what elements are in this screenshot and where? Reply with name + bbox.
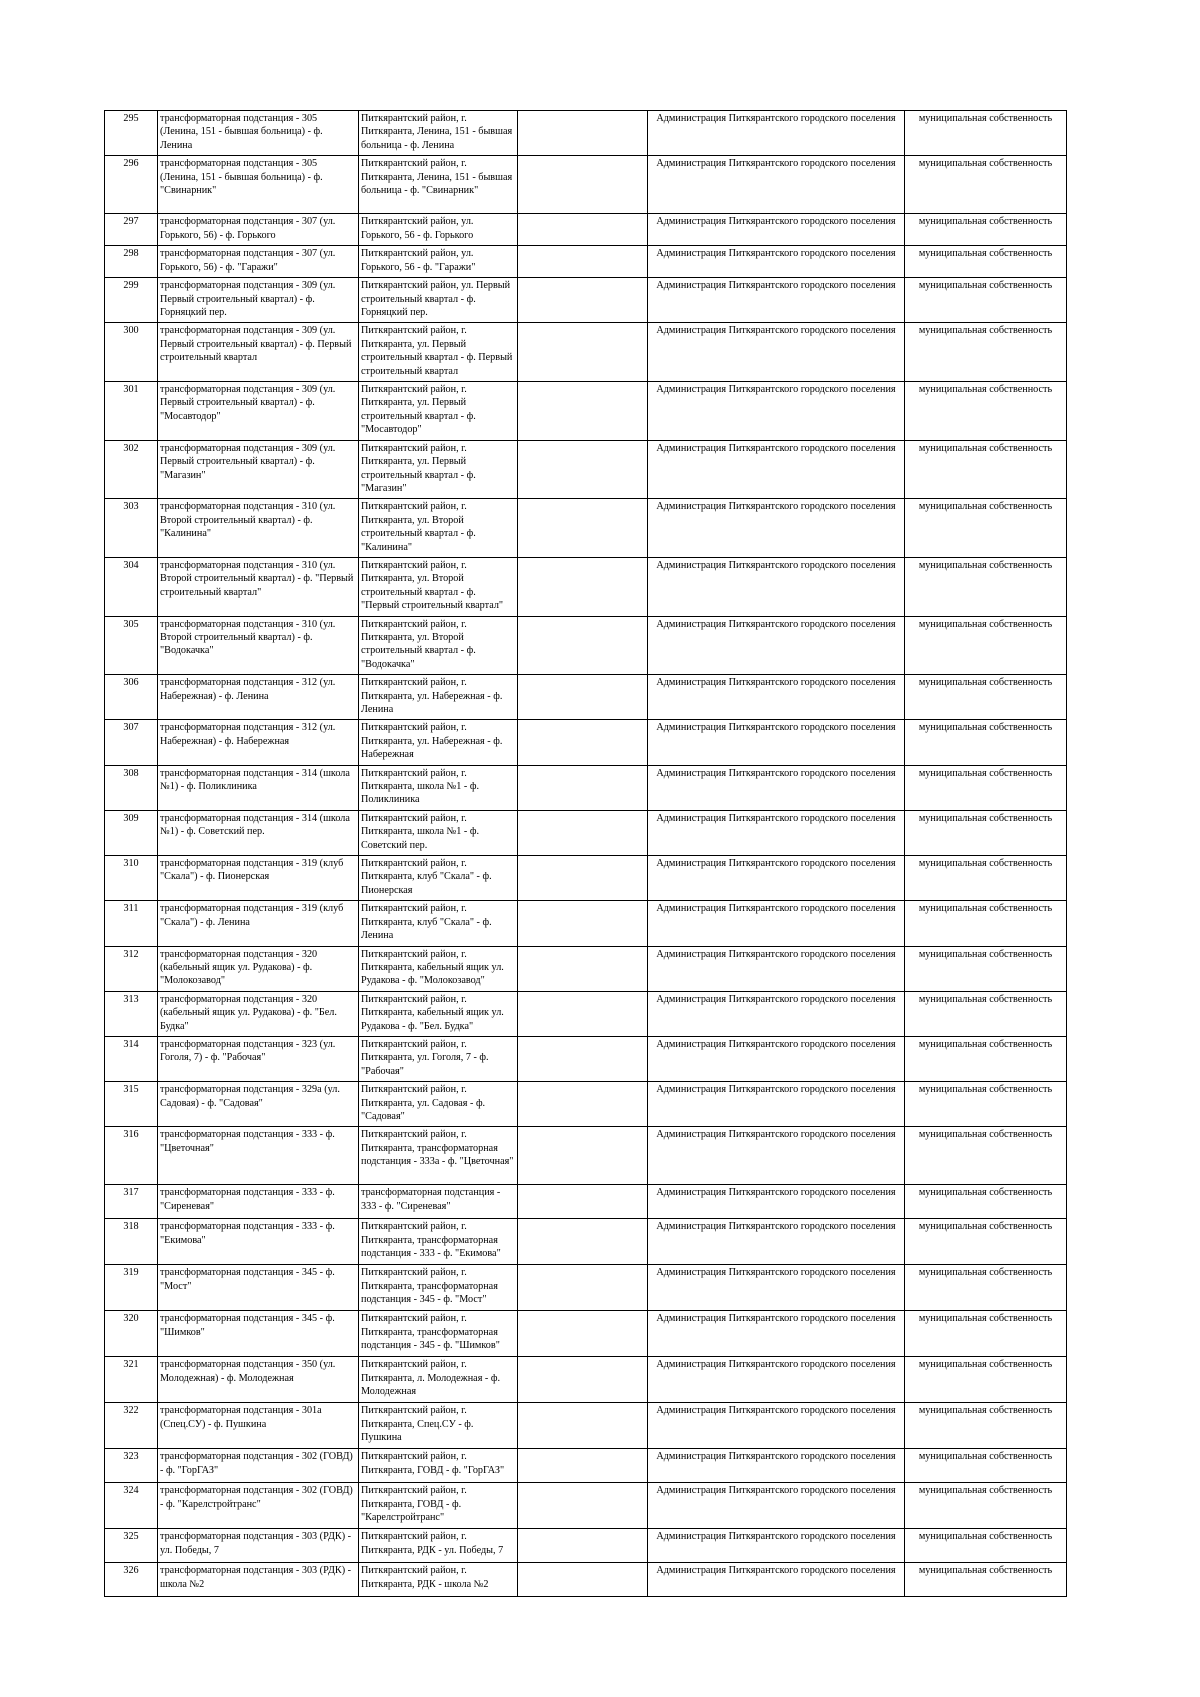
- empty-cell: [518, 616, 648, 675]
- object-name-cell: трансформаторная подстанция - 350 (ул. Молодежная) - ф. Молодежная: [158, 1357, 359, 1403]
- rights-holder-cell: Администрация Питкярантского городского поселения: [648, 1265, 905, 1311]
- empty-cell: [518, 246, 648, 278]
- rights-holder-cell: Администрация Питкярантского городского поселения: [648, 810, 905, 855]
- row-number-cell: 320: [105, 1311, 158, 1357]
- empty-cell: [518, 156, 648, 214]
- table-row: [105, 1265, 1067, 1311]
- object-name-cell: трансформаторная подстанция - 319 (клуб "Скала") - ф. Пионерская: [158, 856, 359, 901]
- table-row: [105, 214, 1067, 246]
- object-name-cell: трансформаторная подстанция - 310 (ул. Второй строительный квартал) - ф. "Водокачка": [158, 616, 359, 675]
- object-name-cell: трансформаторная подстанция - 345 - ф. "Мост": [158, 1265, 359, 1311]
- table-row: [105, 1449, 1067, 1483]
- rights-holder-cell: Администрация Питкярантского городского поселения: [648, 440, 905, 499]
- address-cell: Питкярантский район, г. Питкяранта, трансформаторная подстанция - 333 - ф. "Екимова": [359, 1219, 518, 1265]
- ownership-type-cell: муниципальная собственность: [905, 278, 1067, 323]
- table-row: [105, 499, 1067, 558]
- empty-cell: [518, 1357, 648, 1403]
- rights-holder-cell: Администрация Питкярантского городского поселения: [648, 991, 905, 1036]
- address-cell: Питкярантский район, г. Питкяранта, трансформаторная подстанция - 345 - ф. "Мост": [359, 1265, 518, 1311]
- row-number-cell: 303: [105, 499, 158, 558]
- object-name-cell: трансформаторная подстанция - 314 (школа №1) - ф. Советский пер.: [158, 810, 359, 855]
- object-name-cell: трансформаторная подстанция - 302 (ГОВД) - ф. "ГорГАЗ": [158, 1449, 359, 1483]
- table-row: [105, 1311, 1067, 1357]
- rights-holder-cell: Администрация Питкярантского городского поселения: [648, 1403, 905, 1449]
- empty-cell: [518, 1483, 648, 1529]
- address-cell: Питкярантский район, г. Питкяранта, кабельный ящик ул. Рудакова - ф. "Молокозавод": [359, 946, 518, 991]
- ownership-type-cell: муниципальная собственность: [905, 1403, 1067, 1449]
- empty-cell: [518, 1185, 648, 1219]
- table-row: [105, 1357, 1067, 1403]
- table-row: [105, 440, 1067, 499]
- table-row: [105, 720, 1067, 765]
- row-number-cell: 311: [105, 901, 158, 946]
- ownership-type-cell: муниципальная собственность: [905, 111, 1067, 156]
- table-row: [105, 1529, 1067, 1563]
- row-number-cell: 314: [105, 1036, 158, 1081]
- rights-holder-cell: Администрация Питкярантского городского поселения: [648, 856, 905, 901]
- row-number-cell: 300: [105, 323, 158, 382]
- object-name-cell: трансформаторная подстанция - 305 (Ленина, 151 - бывшая больница) - ф. "Свинарник": [158, 156, 359, 214]
- ownership-type-cell: муниципальная собственность: [905, 901, 1067, 946]
- empty-cell: [518, 499, 648, 558]
- empty-cell: [518, 1529, 648, 1563]
- table-row: [105, 1483, 1067, 1529]
- row-number-cell: 309: [105, 810, 158, 855]
- ownership-type-cell: муниципальная собственность: [905, 1563, 1067, 1597]
- object-name-cell: трансформаторная подстанция - 333 - ф. "Цветочная": [158, 1127, 359, 1185]
- row-number-cell: 307: [105, 720, 158, 765]
- rights-holder-cell: Администрация Питкярантского городского поселения: [648, 901, 905, 946]
- empty-cell: [518, 1563, 648, 1597]
- object-name-cell: трансформаторная подстанция - 305 (Ленина, 151 - бывшая больница) - ф. Ленина: [158, 111, 359, 156]
- table-row: [105, 1082, 1067, 1127]
- address-cell: Питкярантский район, г. Питкяранта, ГОВД - ф. "ГорГАЗ": [359, 1449, 518, 1483]
- rights-holder-cell: Администрация Питкярантского городского поселения: [648, 499, 905, 558]
- row-number-cell: 305: [105, 616, 158, 675]
- table-row: [105, 1219, 1067, 1265]
- row-number-cell: 298: [105, 246, 158, 278]
- object-name-cell: трансформаторная подстанция - 301а (Спец.СУ) - ф. Пушкина: [158, 1403, 359, 1449]
- empty-cell: [518, 1449, 648, 1483]
- object-name-cell: трансформаторная подстанция - 329а (ул. Садовая) - ф. "Садовая": [158, 1082, 359, 1127]
- rights-holder-cell: Администрация Питкярантского городского поселения: [648, 720, 905, 765]
- table-row: [105, 901, 1067, 946]
- rights-holder-cell: Администрация Питкярантского городского поселения: [648, 214, 905, 246]
- address-cell: Питкярантский район, ул. Первый строительный квартал - ф. Горняцкий пер.: [359, 278, 518, 323]
- rights-holder-cell: Администрация Питкярантского городского поселения: [648, 1311, 905, 1357]
- address-cell: Питкярантский район, г. Питкяранта, ул. Первый строительный квартал - ф. "Магазин": [359, 440, 518, 499]
- address-cell: Питкярантский район, г. Питкяранта, ул. Гоголя, 7 - ф. "Рабочая": [359, 1036, 518, 1081]
- object-name-cell: трансформаторная подстанция - 307 (ул. Горького, 56) - ф. "Гаражи": [158, 246, 359, 278]
- row-number-cell: 321: [105, 1357, 158, 1403]
- address-cell: Питкярантский район, г. Питкяранта, л. Молодежная - ф. Молодежная: [359, 1357, 518, 1403]
- object-name-cell: трансформаторная подстанция - 310 (ул. Второй строительный квартал) - ф. "Калинина": [158, 499, 359, 558]
- row-number-cell: 302: [105, 440, 158, 499]
- address-cell: трансформаторная подстанция - 333 - ф. "Сиреневая": [359, 1185, 518, 1219]
- rights-holder-cell: Администрация Питкярантского городского поселения: [648, 1529, 905, 1563]
- table-row: [105, 810, 1067, 855]
- empty-cell: [518, 810, 648, 855]
- ownership-type-cell: муниципальная собственность: [905, 499, 1067, 558]
- ownership-type-cell: муниципальная собственность: [905, 1483, 1067, 1529]
- address-cell: Питкярантский район, г. Питкяранта, ул. Второй строительный квартал - ф. "Водокачка": [359, 616, 518, 675]
- ownership-type-cell: муниципальная собственность: [905, 991, 1067, 1036]
- empty-cell: [518, 1127, 648, 1185]
- ownership-type-cell: муниципальная собственность: [905, 1311, 1067, 1357]
- ownership-type-cell: муниципальная собственность: [905, 557, 1067, 616]
- ownership-type-cell: муниципальная собственность: [905, 1036, 1067, 1081]
- address-cell: Питкярантский район, г. Питкяранта, ул. Набережная - ф. Ленина: [359, 675, 518, 720]
- rights-holder-cell: Администрация Питкярантского городского поселения: [648, 1449, 905, 1483]
- ownership-type-cell: муниципальная собственность: [905, 616, 1067, 675]
- object-name-cell: трансформаторная подстанция - 312 (ул. Набережная) - ф. Ленина: [158, 675, 359, 720]
- address-cell: Питкярантский район, г. Питкяранта, ул. Первый строительный квартал - ф. "Мосавтодор": [359, 382, 518, 441]
- object-name-cell: трансформаторная подстанция - 323 (ул. Гоголя, 7) - ф. "Рабочая": [158, 1036, 359, 1081]
- table-row: [105, 156, 1067, 214]
- rights-holder-cell: Администрация Питкярантского городского поселения: [648, 1082, 905, 1127]
- row-number-cell: 296: [105, 156, 158, 214]
- ownership-type-cell: муниципальная собственность: [905, 1185, 1067, 1219]
- empty-cell: [518, 1403, 648, 1449]
- rights-holder-cell: Администрация Питкярантского городского поселения: [648, 1036, 905, 1081]
- address-cell: Питкярантский район, г. Питкяранта, ул. Садовая - ф. "Садовая": [359, 1082, 518, 1127]
- row-number-cell: 326: [105, 1563, 158, 1597]
- address-cell: Питкярантский район, г. Питкяранта, школа №1 - ф. Поликлиника: [359, 765, 518, 810]
- object-name-cell: трансформаторная подстанция - 314 (школа №1) - ф. Поликлиника: [158, 765, 359, 810]
- row-number-cell: 324: [105, 1483, 158, 1529]
- ownership-type-cell: муниципальная собственность: [905, 1265, 1067, 1311]
- address-cell: Питкярантский район, г. Питкяранта, кабельный ящик ул. Рудакова - ф. "Бел. Будка": [359, 991, 518, 1036]
- object-name-cell: трансформаторная подстанция - 310 (ул. Второй строительный квартал) - ф. "Первый строительный квартал": [158, 557, 359, 616]
- empty-cell: [518, 720, 648, 765]
- table-row: [105, 1403, 1067, 1449]
- address-cell: Питкярантский район, г. Питкяранта, трансформаторная подстанция - 345 - ф. "Шимков": [359, 1311, 518, 1357]
- ownership-type-cell: муниципальная собственность: [905, 323, 1067, 382]
- object-name-cell: трансформаторная подстанция - 303 (РДК) - ул. Победы, 7: [158, 1529, 359, 1563]
- object-name-cell: трансформаторная подстанция - 320 (кабельный ящик ул. Рудакова) - ф. "Бел. Будка": [158, 991, 359, 1036]
- row-number-cell: 316: [105, 1127, 158, 1185]
- empty-cell: [518, 1036, 648, 1081]
- rights-holder-cell: Администрация Питкярантского городского поселения: [648, 946, 905, 991]
- row-number-cell: 313: [105, 991, 158, 1036]
- row-number-cell: 297: [105, 214, 158, 246]
- address-cell: Питкярантский район, г. Питкяранта, клуб "Скала" - ф. Ленина: [359, 901, 518, 946]
- object-name-cell: трансформаторная подстанция - 303 (РДК) - школа №2: [158, 1563, 359, 1597]
- address-cell: Питкярантский район, г. Питкяранта, РДК - школа №2: [359, 1563, 518, 1597]
- rights-holder-cell: Администрация Питкярантского городского поселения: [648, 156, 905, 214]
- rights-holder-cell: Администрация Питкярантского городского поселения: [648, 557, 905, 616]
- ownership-type-cell: муниципальная собственность: [905, 720, 1067, 765]
- empty-cell: [518, 991, 648, 1036]
- ownership-type-cell: муниципальная собственность: [905, 765, 1067, 810]
- address-cell: Питкярантский район, ул. Горького, 56 - ф. "Гаражи": [359, 246, 518, 278]
- empty-cell: [518, 856, 648, 901]
- address-cell: Питкярантский район, г. Питкяранта, ГОВД - ф. "Карелстройтранс": [359, 1483, 518, 1529]
- empty-cell: [518, 278, 648, 323]
- empty-cell: [518, 323, 648, 382]
- address-cell: Питкярантский район, г. Питкяранта, Спец.СУ - ф. Пушкина: [359, 1403, 518, 1449]
- address-cell: Питкярантский район, г. Питкяранта, ул. Набережная - ф. Набережная: [359, 720, 518, 765]
- ownership-type-cell: муниципальная собственность: [905, 1449, 1067, 1483]
- address-cell: Питкярантский район, г. Питкяранта, школа №1 - ф. Советский пер.: [359, 810, 518, 855]
- row-number-cell: 310: [105, 856, 158, 901]
- ownership-type-cell: муниципальная собственность: [905, 246, 1067, 278]
- empty-cell: [518, 1082, 648, 1127]
- ownership-type-cell: муниципальная собственность: [905, 856, 1067, 901]
- object-name-cell: трансформаторная подстанция - 309 (ул. Первый строительный квартал) - ф. "Мосавтодор": [158, 382, 359, 441]
- rights-holder-cell: Администрация Питкярантского городского поселения: [648, 323, 905, 382]
- property-register-table: [104, 110, 1067, 1597]
- empty-cell: [518, 214, 648, 246]
- ownership-type-cell: муниципальная собственность: [905, 810, 1067, 855]
- empty-cell: [518, 1265, 648, 1311]
- object-name-cell: трансформаторная подстанция - 319 (клуб "Скала") - ф. Ленина: [158, 901, 359, 946]
- ownership-type-cell: муниципальная собственность: [905, 946, 1067, 991]
- row-number-cell: 325: [105, 1529, 158, 1563]
- table-row: [105, 557, 1067, 616]
- rights-holder-cell: Администрация Питкярантского городского поселения: [648, 1127, 905, 1185]
- object-name-cell: трансформаторная подстанция - 333 - ф. "Сиреневая": [158, 1185, 359, 1219]
- address-cell: Питкярантский район, г. Питкяранта, ул. Второй строительный квартал - ф. "Первый строительный квартал": [359, 557, 518, 616]
- object-name-cell: трансформаторная подстанция - 309 (ул. Первый строительный квартал) - ф. Первый строительный квартал: [158, 323, 359, 382]
- object-name-cell: трансформаторная подстанция - 312 (ул. Набережная) - ф. Набережная: [158, 720, 359, 765]
- rights-holder-cell: Администрация Питкярантского городского поселения: [648, 1219, 905, 1265]
- rights-holder-cell: Администрация Питкярантского городского поселения: [648, 111, 905, 156]
- table-row: [105, 111, 1067, 156]
- empty-cell: [518, 111, 648, 156]
- row-number-cell: 315: [105, 1082, 158, 1127]
- address-cell: Питкярантский район, г. Питкяранта, РДК - ул. Победы, 7: [359, 1529, 518, 1563]
- object-name-cell: трансформаторная подстанция - 309 (ул. Первый строительный квартал) - ф. Горняцкий пер.: [158, 278, 359, 323]
- table-row: [105, 1127, 1067, 1185]
- empty-cell: [518, 440, 648, 499]
- rights-holder-cell: Администрация Питкярантского городского поселения: [648, 1483, 905, 1529]
- row-number-cell: 317: [105, 1185, 158, 1219]
- address-cell: Питкярантский район, г. Питкяранта, клуб "Скала" - ф. Пионерская: [359, 856, 518, 901]
- object-name-cell: трансформаторная подстанция - 333 - ф. "Екимова": [158, 1219, 359, 1265]
- rights-holder-cell: Администрация Питкярантского городского поселения: [648, 765, 905, 810]
- ownership-type-cell: муниципальная собственность: [905, 1127, 1067, 1185]
- table-row: [105, 278, 1067, 323]
- row-number-cell: 299: [105, 278, 158, 323]
- address-cell: Питкярантский район, г. Питкяранта, трансформаторная подстанция - 333а - ф. "Цветочная": [359, 1127, 518, 1185]
- register-body: [105, 111, 1067, 1597]
- row-number-cell: 304: [105, 557, 158, 616]
- table-row: [105, 323, 1067, 382]
- ownership-type-cell: муниципальная собственность: [905, 156, 1067, 214]
- empty-cell: [518, 946, 648, 991]
- rights-holder-cell: Администрация Питкярантского городского поселения: [648, 675, 905, 720]
- table-row: [105, 246, 1067, 278]
- ownership-type-cell: муниципальная собственность: [905, 1082, 1067, 1127]
- empty-cell: [518, 557, 648, 616]
- empty-cell: [518, 901, 648, 946]
- empty-cell: [518, 675, 648, 720]
- address-cell: Питкярантский район, г. Питкяранта, Ленина, 151 - бывшая больница - ф. Ленина: [359, 111, 518, 156]
- rights-holder-cell: Администрация Питкярантского городского поселения: [648, 1563, 905, 1597]
- table-row: [105, 991, 1067, 1036]
- table-row: [105, 1036, 1067, 1081]
- ownership-type-cell: муниципальная собственность: [905, 440, 1067, 499]
- row-number-cell: 312: [105, 946, 158, 991]
- ownership-type-cell: муниципальная собственность: [905, 1357, 1067, 1403]
- table-row: [105, 1185, 1067, 1219]
- rights-holder-cell: Администрация Питкярантского городского поселения: [648, 246, 905, 278]
- row-number-cell: 308: [105, 765, 158, 810]
- table-row: [105, 946, 1067, 991]
- address-cell: Питкярантский район, г. Питкяранта, ул. Второй строительный квартал - ф. "Калинина": [359, 499, 518, 558]
- row-number-cell: 295: [105, 111, 158, 156]
- rights-holder-cell: Администрация Питкярантского городского поселения: [648, 1357, 905, 1403]
- rights-holder-cell: Администрация Питкярантского городского поселения: [648, 278, 905, 323]
- table-row: [105, 675, 1067, 720]
- empty-cell: [518, 1219, 648, 1265]
- table-row: [105, 1563, 1067, 1597]
- table-row: [105, 616, 1067, 675]
- empty-cell: [518, 382, 648, 441]
- row-number-cell: 306: [105, 675, 158, 720]
- object-name-cell: трансформаторная подстанция - 309 (ул. Первый строительный квартал) - ф. "Магазин": [158, 440, 359, 499]
- rights-holder-cell: Администрация Питкярантского городского поселения: [648, 382, 905, 441]
- ownership-type-cell: муниципальная собственность: [905, 382, 1067, 441]
- table-row: [105, 765, 1067, 810]
- row-number-cell: 318: [105, 1219, 158, 1265]
- row-number-cell: 323: [105, 1449, 158, 1483]
- row-number-cell: 301: [105, 382, 158, 441]
- object-name-cell: трансформаторная подстанция - 307 (ул. Горького, 56) - ф. Горького: [158, 214, 359, 246]
- table-row: [105, 856, 1067, 901]
- empty-cell: [518, 765, 648, 810]
- rights-holder-cell: Администрация Питкярантского городского поселения: [648, 616, 905, 675]
- ownership-type-cell: муниципальная собственность: [905, 675, 1067, 720]
- address-cell: Питкярантский район, ул. Горького, 56 - ф. Горького: [359, 214, 518, 246]
- object-name-cell: трансформаторная подстанция - 345 - ф. "Шимков": [158, 1311, 359, 1357]
- ownership-type-cell: муниципальная собственность: [905, 1529, 1067, 1563]
- row-number-cell: 322: [105, 1403, 158, 1449]
- address-cell: Питкярантский район, г. Питкяранта, ул. Первый строительный квартал - ф. Первый строительный квартал: [359, 323, 518, 382]
- ownership-type-cell: муниципальная собственность: [905, 1219, 1067, 1265]
- table-row: [105, 382, 1067, 441]
- object-name-cell: трансформаторная подстанция - 302 (ГОВД) - ф. "Карелстройтранс": [158, 1483, 359, 1529]
- address-cell: Питкярантский район, г. Питкяранта, Ленина, 151 - бывшая больница - ф. "Свинарник": [359, 156, 518, 214]
- row-number-cell: 319: [105, 1265, 158, 1311]
- object-name-cell: трансформаторная подстанция - 320 (кабельный ящик ул. Рудакова) - ф. "Молокозавод": [158, 946, 359, 991]
- rights-holder-cell: Администрация Питкярантского городского поселения: [648, 1185, 905, 1219]
- empty-cell: [518, 1311, 648, 1357]
- ownership-type-cell: муниципальная собственность: [905, 214, 1067, 246]
